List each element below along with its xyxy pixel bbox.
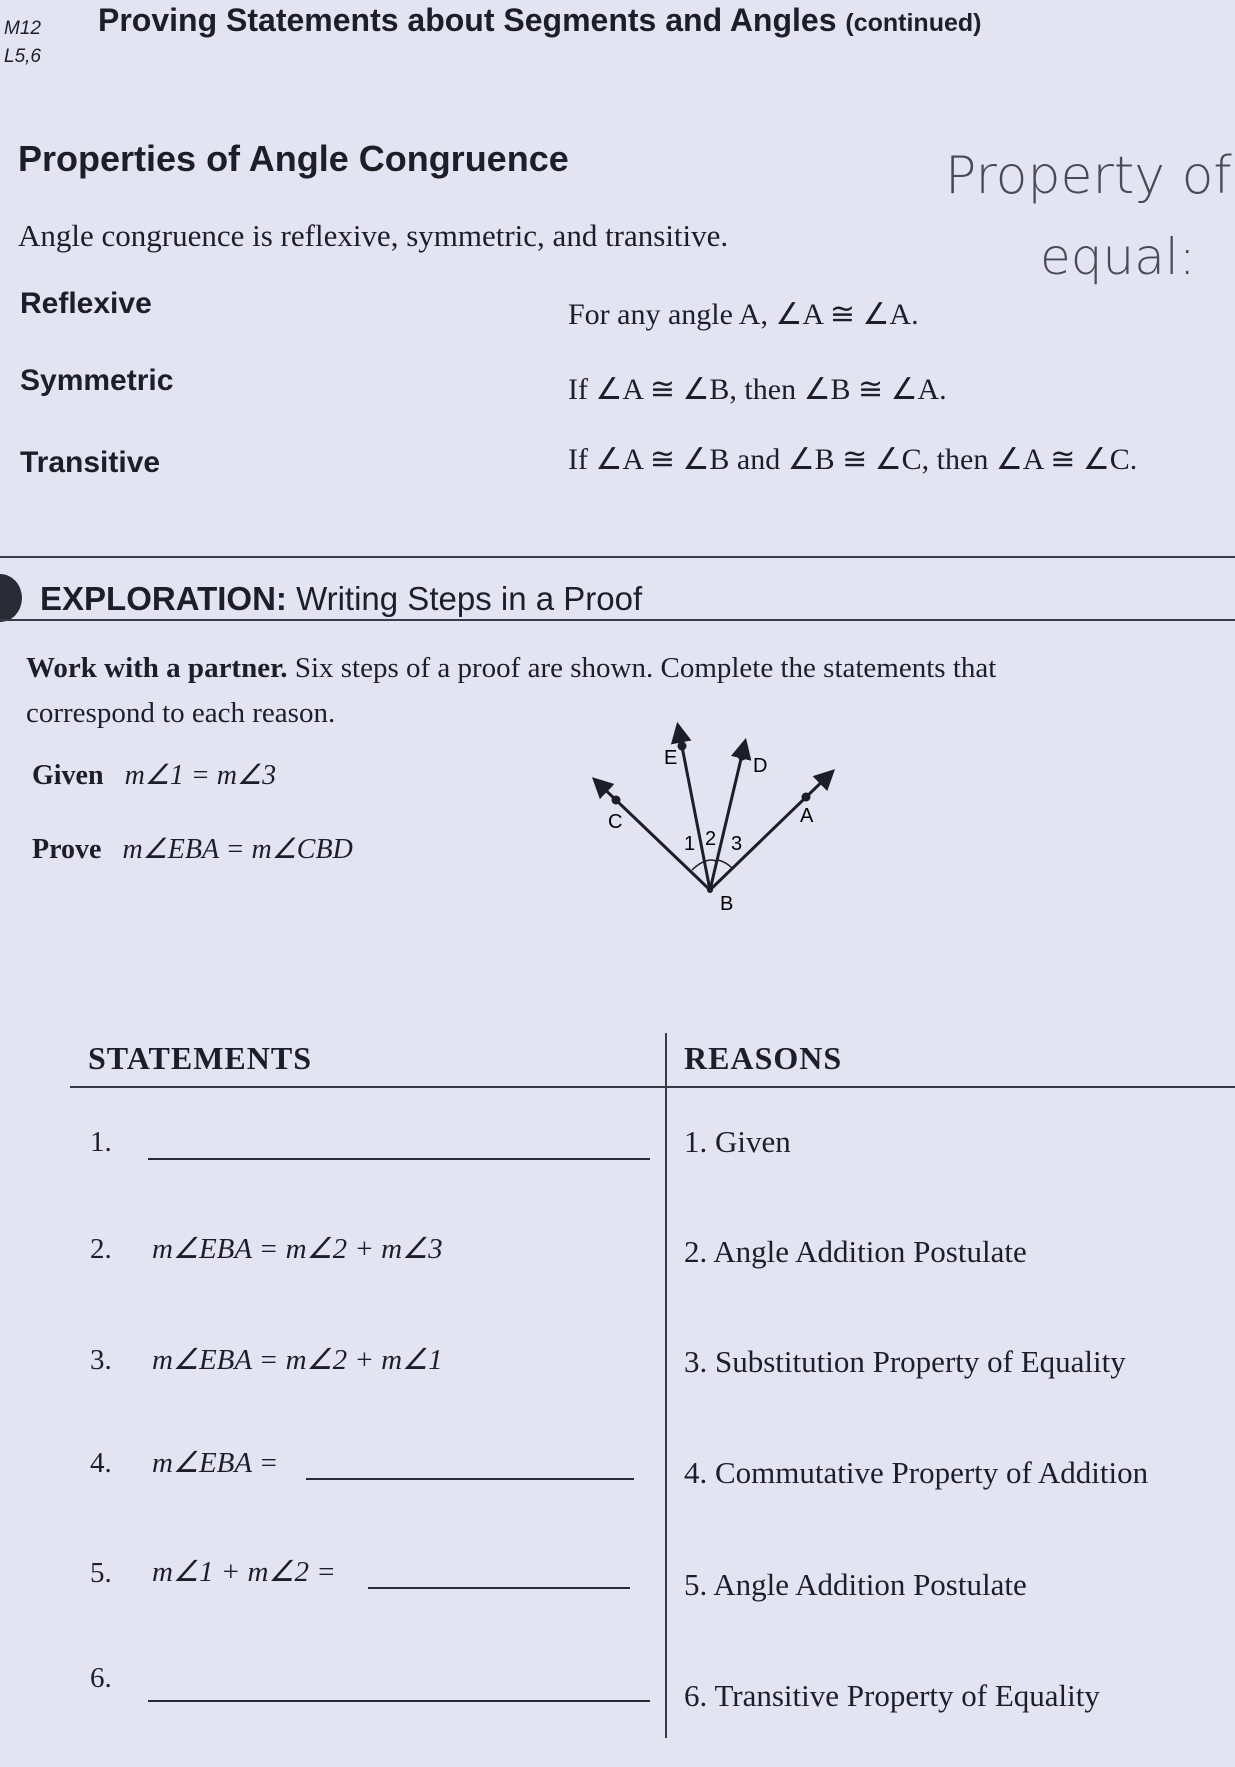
header-title-text: Proving Statements about Segments and Angles xyxy=(98,2,837,38)
angle-label-3: 3 xyxy=(731,833,743,855)
row-6-statement-blank[interactable] xyxy=(148,1700,650,1702)
row-1-number: 1. xyxy=(90,1126,112,1158)
prove-expression: m∠EBA = m∠CBD xyxy=(122,834,353,865)
row-3-statement: m∠EBA = m∠2 + m∠1 xyxy=(152,1344,443,1376)
property-statement-symmetric: If ∠A ≅ ∠B, then ∠B ≅ ∠A. xyxy=(568,373,947,406)
handwritten-note-2: equal: xyxy=(1040,228,1196,286)
properties-intro: Angle congruence is reflexive, symmetric, and transitive. xyxy=(18,218,729,253)
arc-3 xyxy=(718,860,732,868)
exploration-marker xyxy=(0,574,22,622)
property-statement-reflexive: For any angle A, ∠A ≅ ∠A. xyxy=(568,298,919,331)
given-label: Given xyxy=(32,760,104,791)
row-5-statement: m∠1 + m∠2 = xyxy=(152,1556,336,1588)
reasons-header: REASONS xyxy=(684,1040,843,1076)
label-d: D xyxy=(753,755,768,777)
angle-diagram xyxy=(560,710,860,930)
angle-label-2: 2 xyxy=(705,828,717,850)
arc-2 xyxy=(706,860,716,861)
corner-note-1: M12 xyxy=(4,18,41,39)
row-5-reason: 5. Angle Addition Postulate xyxy=(684,1567,1027,1602)
point-b xyxy=(707,887,713,893)
prove-label: Prove xyxy=(32,834,102,865)
label-b: B xyxy=(720,893,734,915)
page-header-title xyxy=(98,2,981,39)
angle-label-1: 1 xyxy=(684,833,696,855)
label-a: A xyxy=(800,805,814,827)
section-title: Properties of Angle Congruence xyxy=(18,138,569,179)
row-1-reason: 1. Given xyxy=(684,1124,791,1159)
exploration-title-text: Writing Steps in a Proof xyxy=(296,580,643,617)
row-4-number: 4. xyxy=(90,1447,112,1479)
row-2-reason: 2. Angle Addition Postulate xyxy=(684,1234,1027,1269)
row-1-statement-blank[interactable] xyxy=(148,1158,650,1160)
exploration-label: EXPLORATION: xyxy=(40,580,287,617)
row-3-number: 3. xyxy=(90,1344,112,1376)
handwritten-note-1: Property of xyxy=(945,146,1232,206)
row-4-reason: 4. Commutative Property of Addition xyxy=(684,1455,1149,1490)
corner-note-2: L5,6 xyxy=(4,46,41,67)
property-name-transitive: Transitive xyxy=(20,446,161,479)
section-divider-bottom xyxy=(0,619,1235,621)
row-3-reason: 3. Substitution Property of Equality xyxy=(684,1344,1126,1379)
point-a xyxy=(802,793,811,802)
point-d xyxy=(738,752,747,761)
label-e: E xyxy=(664,747,678,769)
row-4-statement: m∠EBA = xyxy=(152,1447,279,1479)
row-2-statement: m∠EBA = m∠2 + m∠3 xyxy=(152,1233,443,1265)
exploration-title xyxy=(40,580,642,618)
point-c xyxy=(612,796,621,805)
table-divider-vertical xyxy=(665,1033,667,1738)
given-expression: m∠1 = m∠3 xyxy=(124,760,277,791)
prove-line xyxy=(32,832,353,866)
given-line xyxy=(32,758,276,792)
point-e xyxy=(678,742,687,751)
instruction-bold: Work with a partner. xyxy=(26,652,288,684)
property-statement-transitive: If ∠A ≅ ∠B and ∠B ≅ ∠C, then ∠A ≅ ∠C. xyxy=(568,443,1138,476)
row-5-statement-blank[interactable] xyxy=(368,1587,630,1589)
instruction-text: Six steps of a proof are shown. Complete the statements that xyxy=(294,652,997,684)
property-name-symmetric: Symmetric xyxy=(20,364,174,397)
row-5-number: 5. xyxy=(90,1557,112,1589)
row-2-number: 2. xyxy=(90,1233,112,1265)
ray-bd xyxy=(710,742,745,890)
header-continued: (continued) xyxy=(845,9,982,37)
instruction-line-1 xyxy=(26,652,996,685)
ray-ba xyxy=(710,772,832,890)
statements-header: STATEMENTS xyxy=(88,1040,312,1076)
property-name-reflexive: Reflexive xyxy=(20,287,152,320)
label-c: C xyxy=(608,811,623,833)
instruction-line-2: correspond to each reason. xyxy=(26,697,336,729)
section-divider-top xyxy=(0,556,1235,558)
table-divider-horizontal xyxy=(70,1086,1235,1088)
row-6-reason: 6. Transitive Property of Equality xyxy=(684,1678,1100,1713)
row-4-statement-blank[interactable] xyxy=(306,1478,634,1480)
row-6-number: 6. xyxy=(90,1662,112,1694)
